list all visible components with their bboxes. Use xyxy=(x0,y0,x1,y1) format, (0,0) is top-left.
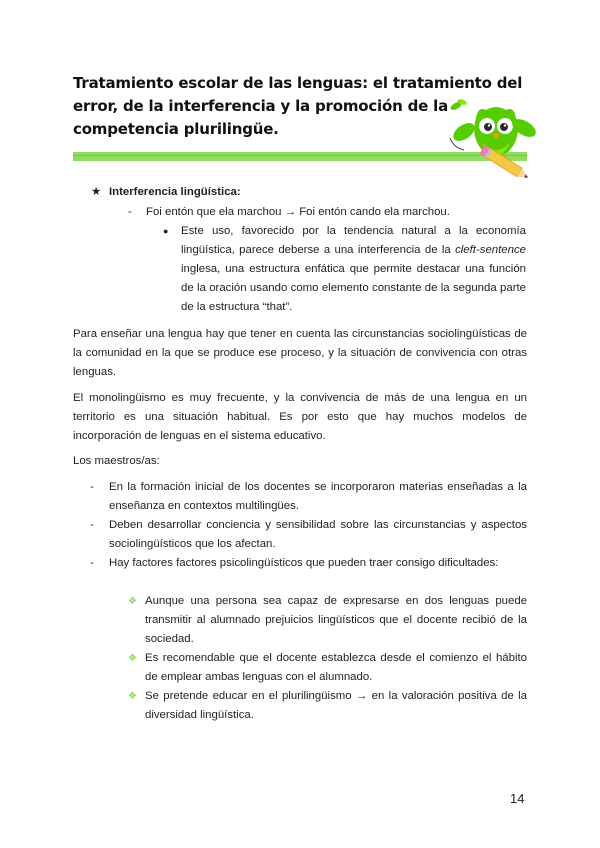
dot-bullet-icon: ● xyxy=(163,226,169,236)
title-line-3: competencia plurilingüe. xyxy=(73,120,279,138)
list-item xyxy=(90,478,527,516)
list-item xyxy=(90,554,527,573)
paragraph-2: El monolingüismo es muy frecuente, y la convivencia de más de una lengua en un territorio es una situación habitual. Es por esto que hay muchos modelos de incorporación de lenguas en el sistema educativo. xyxy=(73,392,527,442)
explanation-italic: cleft-sentence xyxy=(455,244,526,256)
explanation-item xyxy=(163,222,526,317)
explanation-text xyxy=(181,222,526,317)
paragraph-1: Para enseñar una lengua hay que tener en cuenta las circunstancias sociolingüísticas de la comunidad en la que se produce ese proceso, y la situación de convivencia con otras lenguas. xyxy=(73,328,527,378)
dash-bullet: - xyxy=(128,206,132,218)
list-item-text: En la formación inicial de los docentes se incorporaron materias enseñadas a la enseñanza en contextos multilingües. xyxy=(109,481,527,512)
example-text: Foi entón que ela marchou → Foi entón cando ela marchou. xyxy=(146,206,450,218)
dash-bullet: - xyxy=(90,519,94,531)
diamond-bullet-icon: ❖ xyxy=(128,653,137,664)
diamond-bullet-icon: ❖ xyxy=(128,596,137,607)
diamond-bullet-icon: ❖ xyxy=(128,691,137,702)
dash-bullet: - xyxy=(90,557,94,569)
page-number: 14 xyxy=(510,791,525,806)
explanation-before: Este uso, favorecido por la tendencia natural a la economía lingüística, parece deberse a una interferencia de la xyxy=(181,225,526,256)
list-item xyxy=(128,687,527,725)
list-item-text: Hay factores factores psicolingüísticos que pueden traer consigo dificultades: xyxy=(109,557,499,569)
list-item-text: Deben desarrollar conciencia y sensibilidad sobre las circunstancias y aspectos sociolingüísticos que los afectan. xyxy=(109,519,527,550)
difficulties-list xyxy=(128,592,527,725)
list-item xyxy=(90,516,527,554)
title-line-1: Tratamiento escolar de las lenguas: el tratamiento del xyxy=(73,74,523,92)
star-bullet-icon: ★ xyxy=(91,186,102,198)
list-item xyxy=(128,592,527,649)
paragraph-3: Los maestros/as: xyxy=(73,455,160,467)
title-line-2: error, de la interferencia y la promoción de la xyxy=(73,97,448,115)
teacher-points-list xyxy=(90,478,527,573)
list-item-text: Se pretende educar en el plurilingüismo → en la valoración positiva de la diversidad lingüística. xyxy=(145,690,527,721)
example-line xyxy=(128,203,450,222)
owl-mascot-icon xyxy=(446,98,548,186)
list-item xyxy=(128,649,527,687)
list-item-text: Aunque una persona sea capaz de expresarse en dos lenguas puede transmitir al alumnado prejuicios lingüísticos que el docente recibió de la sociedad. xyxy=(145,595,527,645)
dash-bullet: - xyxy=(90,481,94,493)
section-heading-text: Interferencia lingüística: xyxy=(109,186,241,198)
explanation-after: inglesa, una estructura enfática que permite destacar una función de la oración usando como elemento constante de la segunda parte de la estructura “that”. xyxy=(181,263,526,313)
section-heading xyxy=(91,183,241,202)
list-item-text: Es recomendable que el docente establezca desde el comienzo el hábito de emplear ambas lenguas con el alumnado. xyxy=(145,652,527,683)
